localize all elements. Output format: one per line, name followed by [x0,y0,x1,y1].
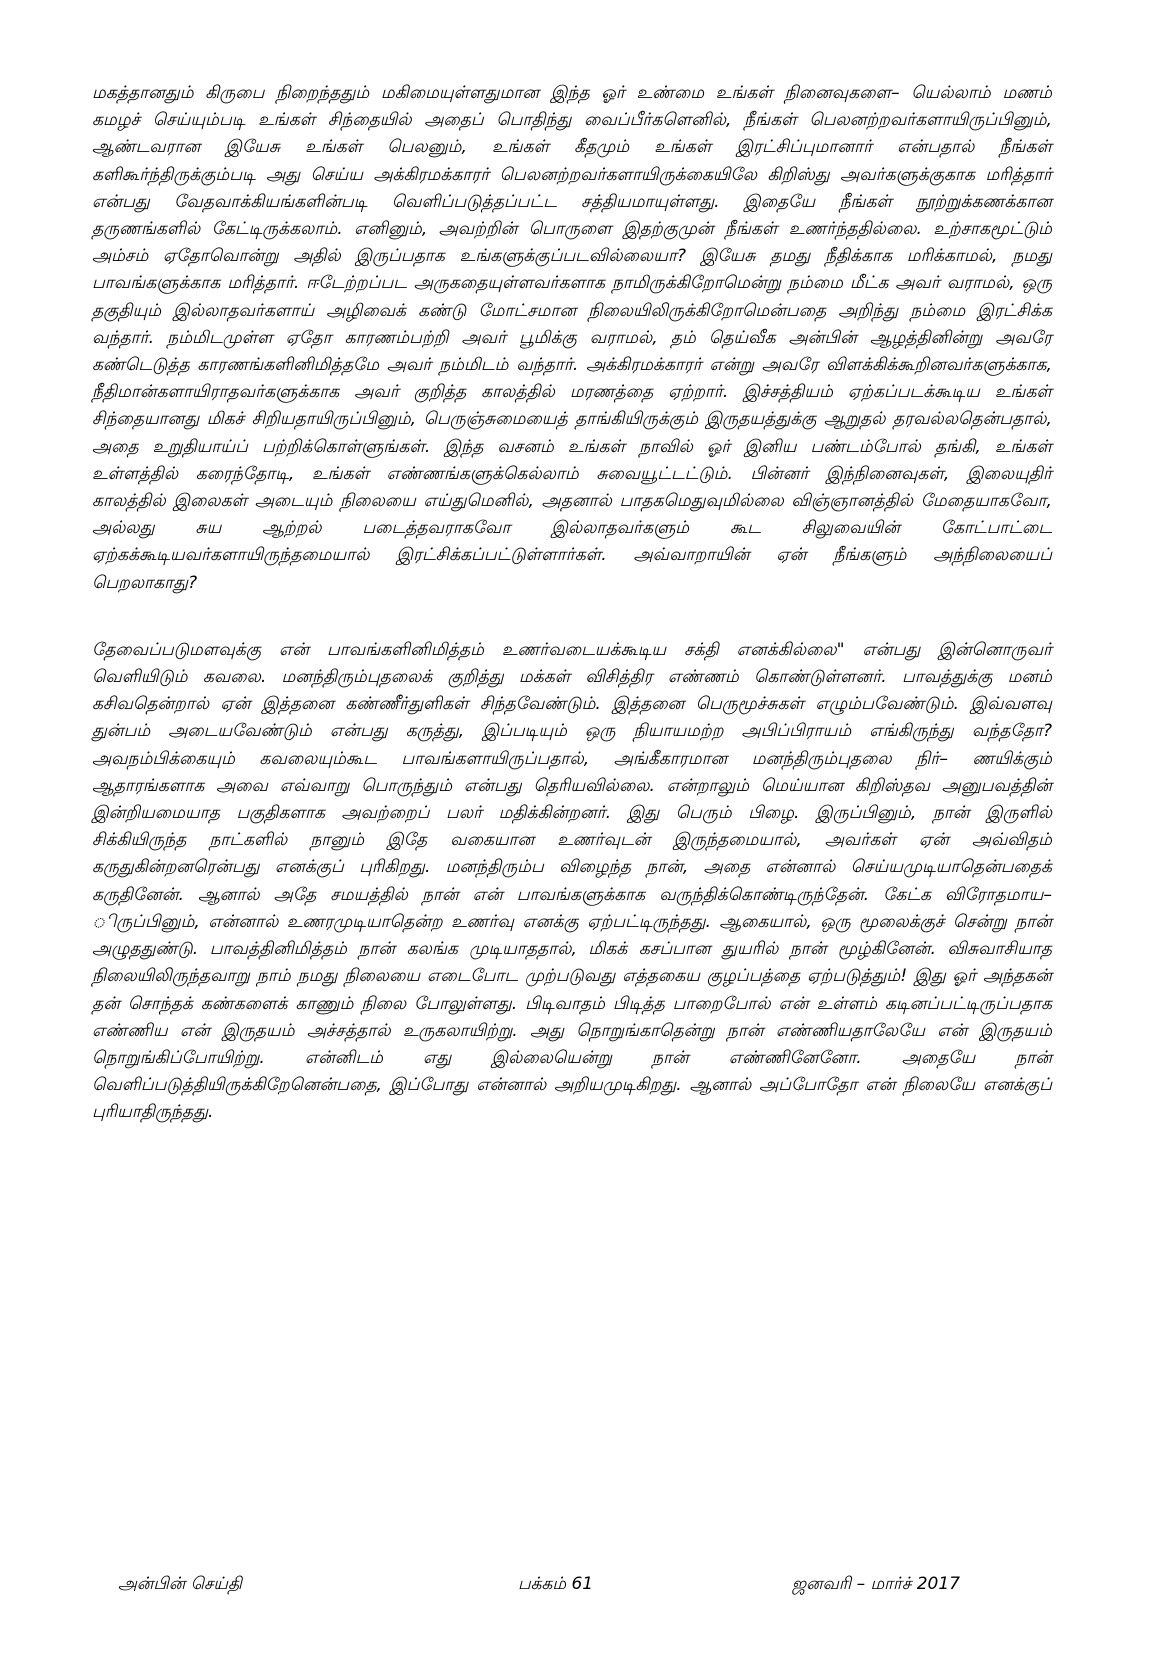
page-footer [0,1574,1165,1604]
body-text [92,80,1052,1127]
paragraph-2: தேவைப்படுமளவுக்கு என் பாவங்களினிமித்தம் உணர்வடையக்கூடிய சக்தி எனக்கில்லை" என்பது இன்னொருவர் வெளியிடும் கவலை. மனந்திரும்புதலைக் குறித்து மக்கள் விசித்திர எண்ணம் கொண்டுள்ளனர். பாவத்துக்கு மனம் கசிவதென்றால் ஏன் இத்தனை கண்ணீர்துளிகள் சிந்தவேண்டும். இத்தனை பெருமூச்சுகள் எழும்பவேண்டும். இவ்வளவு துன்பம் அடையவேண்டும் என்பது கருத்து, இப்படியும் ஒரு நியாயமற்ற அபிப்பிராயம் எங்கிருந்து வந்ததோ? அவநம்பிக்கையும் கவலையும்கூட பாவங்களாயிருப்பதால், அங்கீகாரமான மனந்திரும்புதலை நிர்– ணயிக்கும் ஆதாரங்களாக அவை எவ்வாறு பொருந்தும் என்பது தெரியவில்லை. என்றாலும் மெய்யான கிறிஸ்தவ அனுபவத்தின் இன்றியமையாத பகுதிகளாக அவற்றைப் பலர் மதிக்கின்றனர். இது பெரும் பிழை. இருப்பினும், நான் இருளில் சிக்கியிருந்த நாட்களில் நானும் இதே வகையான உணர்வுடன் இருந்தமையால், அவர்கள் ஏன் அவ்விதம் கருதுகின்றனரென்பது எனக்குப் புரிகிறது. மனந்திரும்ப விழைந்த நான், அதை என்னால் செய்யமுடியாதென்பதைக் கருதினேன். ஆனால் அதே சமயத்தில் நான் என் பாவங்களுக்காக வருந்திக்கொண்டிருந்தேன். கேட்க விரோதமாய– ிருப்பினும், என்னால் உணரமுடியாதென்ற உணர்வு எனக்கு ஏற்பட்டிருந்தது. ஆகையால், ஒரு மூலைக்குச் சென்று நான் அழுததுண்டு. பாவத்தினிமித்தம் நான் கலங்க முடியாததால், மிகக் கசப்பான துயரில் நான் மூழ்கினேன். விசுவாசியாத நிலையிலிருந்தவாறு நாம் நமது நிலையை எடைபோட முற்படுவது எத்தகைய குழப்பத்தை ஏற்படுத்தும்! இது ஓர் அந்தகன் தன் சொந்தக் கண்களைக் காணும் நிலை போலுள்ளது. பிடிவாதம் பிடித்த பாறைபோல் என் உள்ளம் கடினப்பட்டிருப்பதாக எண்ணிய என் இருதயம் அச்சத்தால் உருகலாயிற்று. அது நொறுங்காதென்று நான் எண்ணியதாலேயே என் இருதயம் நொறுங்கிப்போயிற்று. என்னிடம் எது இல்லையென்று நான் எண்ணினேனோ. அதையே நான் வெளிப்படுத்தியிருக்கிறேனென்பதை, இப்போது என்னால் அறியமுடிகிறது. ஆனால் அப்போதோ என் நிலையே எனக்குப் புரியாதிருந்தது. [92,639,1052,1123]
footer-page-number: பக்கம் 61 [518,1574,594,1594]
footer-magazine-title: அன்பின் செய்தி [118,1574,242,1594]
paragraph-1: மகத்தானதும் கிருபை நிறைந்ததும் மகிமையுள்ளதுமான இந்த ஓர் உண்மை உங்கள் நினைவுகளை– யெல்லாம் மணம் கமழச் செய்யும்படி உங்கள் சிந்தையில் அதைப் பொதிந்து வைப்பீர்களெனில், நீங்கள் பெலனற்றவர்களாயிருப்பினும், ஆண்டவரான இயேசு உங்கள் பெலனும், உங்கள் கீதமும் உங்கள் இரட்சிப்புமானார் என்பதால் நீங்கள் களிகூர்ந்திருக்கும்படி அது செய்ய அக்கிரமக்காரர் பெலனற்றவர்களாயிருக்கையிலே கிறிஸ்து அவர்களுக்குகாக மரித்தார் என்பது வேதவாக்கியங்களின்படி வெளிப்படுத்தப்பட்ட சத்தியமாயுள்ளது. இதையே நீங்கள் நூற்றுக்கணக்கான தருணங்களில் கேட்டிருக்கலாம். எனினும், அவற்றின் பொருளை இதற்குமுன் நீங்கள் உணர்ந்ததில்லை. உற்சாகமூட்டும் அம்சம் ஏதோவொன்று அதில் இருப்பதாக உங்களுக்குப்படவில்லையா? இயேசு தமது நீதிக்காக மரிக்காமல், நமது பாவங்களுக்காக மரித்தார். ஈடேற்றப்பட அருகதையுள்ளவர்களாக நாமிருக்கிறோமென்று நம்மை மீட்க அவர் வராமல், ஒரு தகுதியும் இல்லாதவர்களாய் அழிவைக் கண்டு மோட்சமான நிலையிலிருக்கிறோமென்பதை அறிந்து நம்மை இரட்சிக்க வந்தார். நம்மிடமுள்ள ஏதோ காரணம்பற்றி அவர் பூமிக்கு வராமல், தம் தெய்வீக அன்பின் ஆழத்தினின்று அவரே கண்டெடுத்த காரணங்களினிமித்தமே அவர் நம்மிடம் வந்தார். அக்கிரமக்காரர் என்று அவரே விளக்கிக்கூறினவர்களுக்காக, நீதிமான்களாயிராதவர்களுக்காக அவர் குறித்த காலத்தில் மரணத்தை ஏற்றார். இச்சத்தியம் ஏற்கப்படக்கூடிய உங்கள் சிந்தையானது மிகச் சிறியதாயிருப்பினும், பெருஞ்சுமையைத் தாங்கியிருக்கும் இருதயத்துக்கு ஆறுதல் தரவல்லதென்பதால், அதை உறுதியாய்ப் பற்றிக்கொள்ளுங்கள். இந்த வசனம் உங்கள் நாவில் ஓர் இனிய பண்டம்போல் தங்கி, உங்கள் உள்ளத்தில் கரைந்தோடி, உங்கள் எண்ணங்களுக்கெல்லாம் சுவையூட்டட்டும். பின்னர் இந்நினைவுகள், இலையுதிர் காலத்தில் இலைகள் அடையும் நிலையை எய்துமெனில், அதனால் பாதகமெதுவுமில்லை விஞ்ஞானத்தில் மேதையாகவோ, அல்லது சுய ஆற்றல் படைத்தவராகவோ இல்லாதவர்களும் கூட சிலுவையின் கோட்பாட்டை ஏற்கக்கூடியவர்களாயிருந்தமையால் இரட்சிக்கப்பட்டுள்ளார்கள். அவ்வாறாயின் ஏன் நீங்களும் அந்நிலையைப் பெறலாகாது? [92,83,1052,593]
footer-issue-date: ஜனவரி – மார்ச் 2017 [792,1574,960,1594]
